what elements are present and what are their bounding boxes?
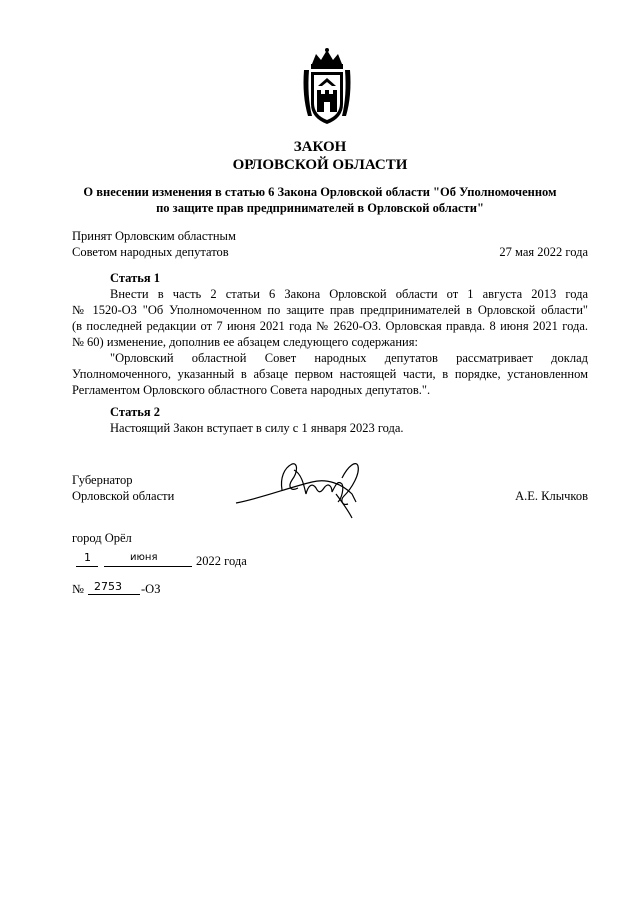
signature-icon [232, 458, 372, 528]
governor-title-line2: Орловской области [72, 489, 175, 503]
law-number: 2753 [94, 580, 122, 593]
governor-name: А.Е. Клычков [515, 489, 588, 503]
law-title-line1: ЗАКОН [293, 139, 347, 155]
date-month-line [104, 566, 192, 567]
number-suffix: -ОЗ [141, 582, 161, 596]
number-prefix: № [72, 582, 84, 596]
date-month: июня [130, 552, 158, 563]
number-line [88, 594, 140, 595]
governor-title-line1: Губернатор [72, 473, 133, 487]
article1-p2-line3: Регламентом Орловского областного Совета народных депутатов.". [72, 383, 431, 397]
article2-text: Настоящий Закон вступает в силу с 1 января 2023 года. [110, 421, 404, 435]
law-subtitle-line1: О внесении изменения в статью 6 Закона Орловской области "Об Уполномоченном [83, 185, 557, 199]
article1-p2-line1: "Орловский областной Совет народных депутатов рассматривает доклад [110, 351, 588, 365]
article1-heading: Статья 1 [110, 271, 160, 285]
article2-heading: Статья 2 [110, 405, 160, 419]
article1-p1-line1: Внести в часть 2 статьи 6 Закона Орловской области от 1 августа 2013 года [110, 287, 588, 301]
city-label: город Орёл [72, 531, 132, 545]
oryol-oblast-coat-of-arms-icon [302, 46, 352, 126]
adoption-line2: Советом народных депутатов [72, 245, 229, 259]
article1-p1-line3: (в последней редакции от 7 июня 2021 года № 2620-ОЗ. Орловская правда. 8 июня 2021 года. [72, 319, 588, 333]
coat-of-arms-emblem [302, 46, 352, 126]
date-day: 1 [84, 551, 91, 564]
article1-p1-line2: № 1520-ОЗ "Об Уполномоченном по защите прав предпринимателей в Орловской области" [72, 303, 588, 317]
handwritten-signature [232, 458, 372, 528]
adoption-date: 27 мая 2022 года [499, 245, 588, 259]
article1-p2-line2: Уполномоченного, указанный в абзаце первом настоящей части, в порядке, установленном [72, 367, 588, 381]
date-year: 2022 года [196, 554, 247, 568]
article1-p1-line4: № 60) изменение, дополнив ее абзацем следующего содержания: [72, 335, 418, 349]
law-title-line2: ОРЛОВСКОЙ ОБЛАСТИ [232, 157, 408, 173]
adoption-line1: Принят Орловским областным [72, 229, 236, 243]
date-day-line [76, 566, 98, 567]
law-subtitle-line2: по защите прав предпринимателей в Орловской области" [156, 201, 484, 215]
